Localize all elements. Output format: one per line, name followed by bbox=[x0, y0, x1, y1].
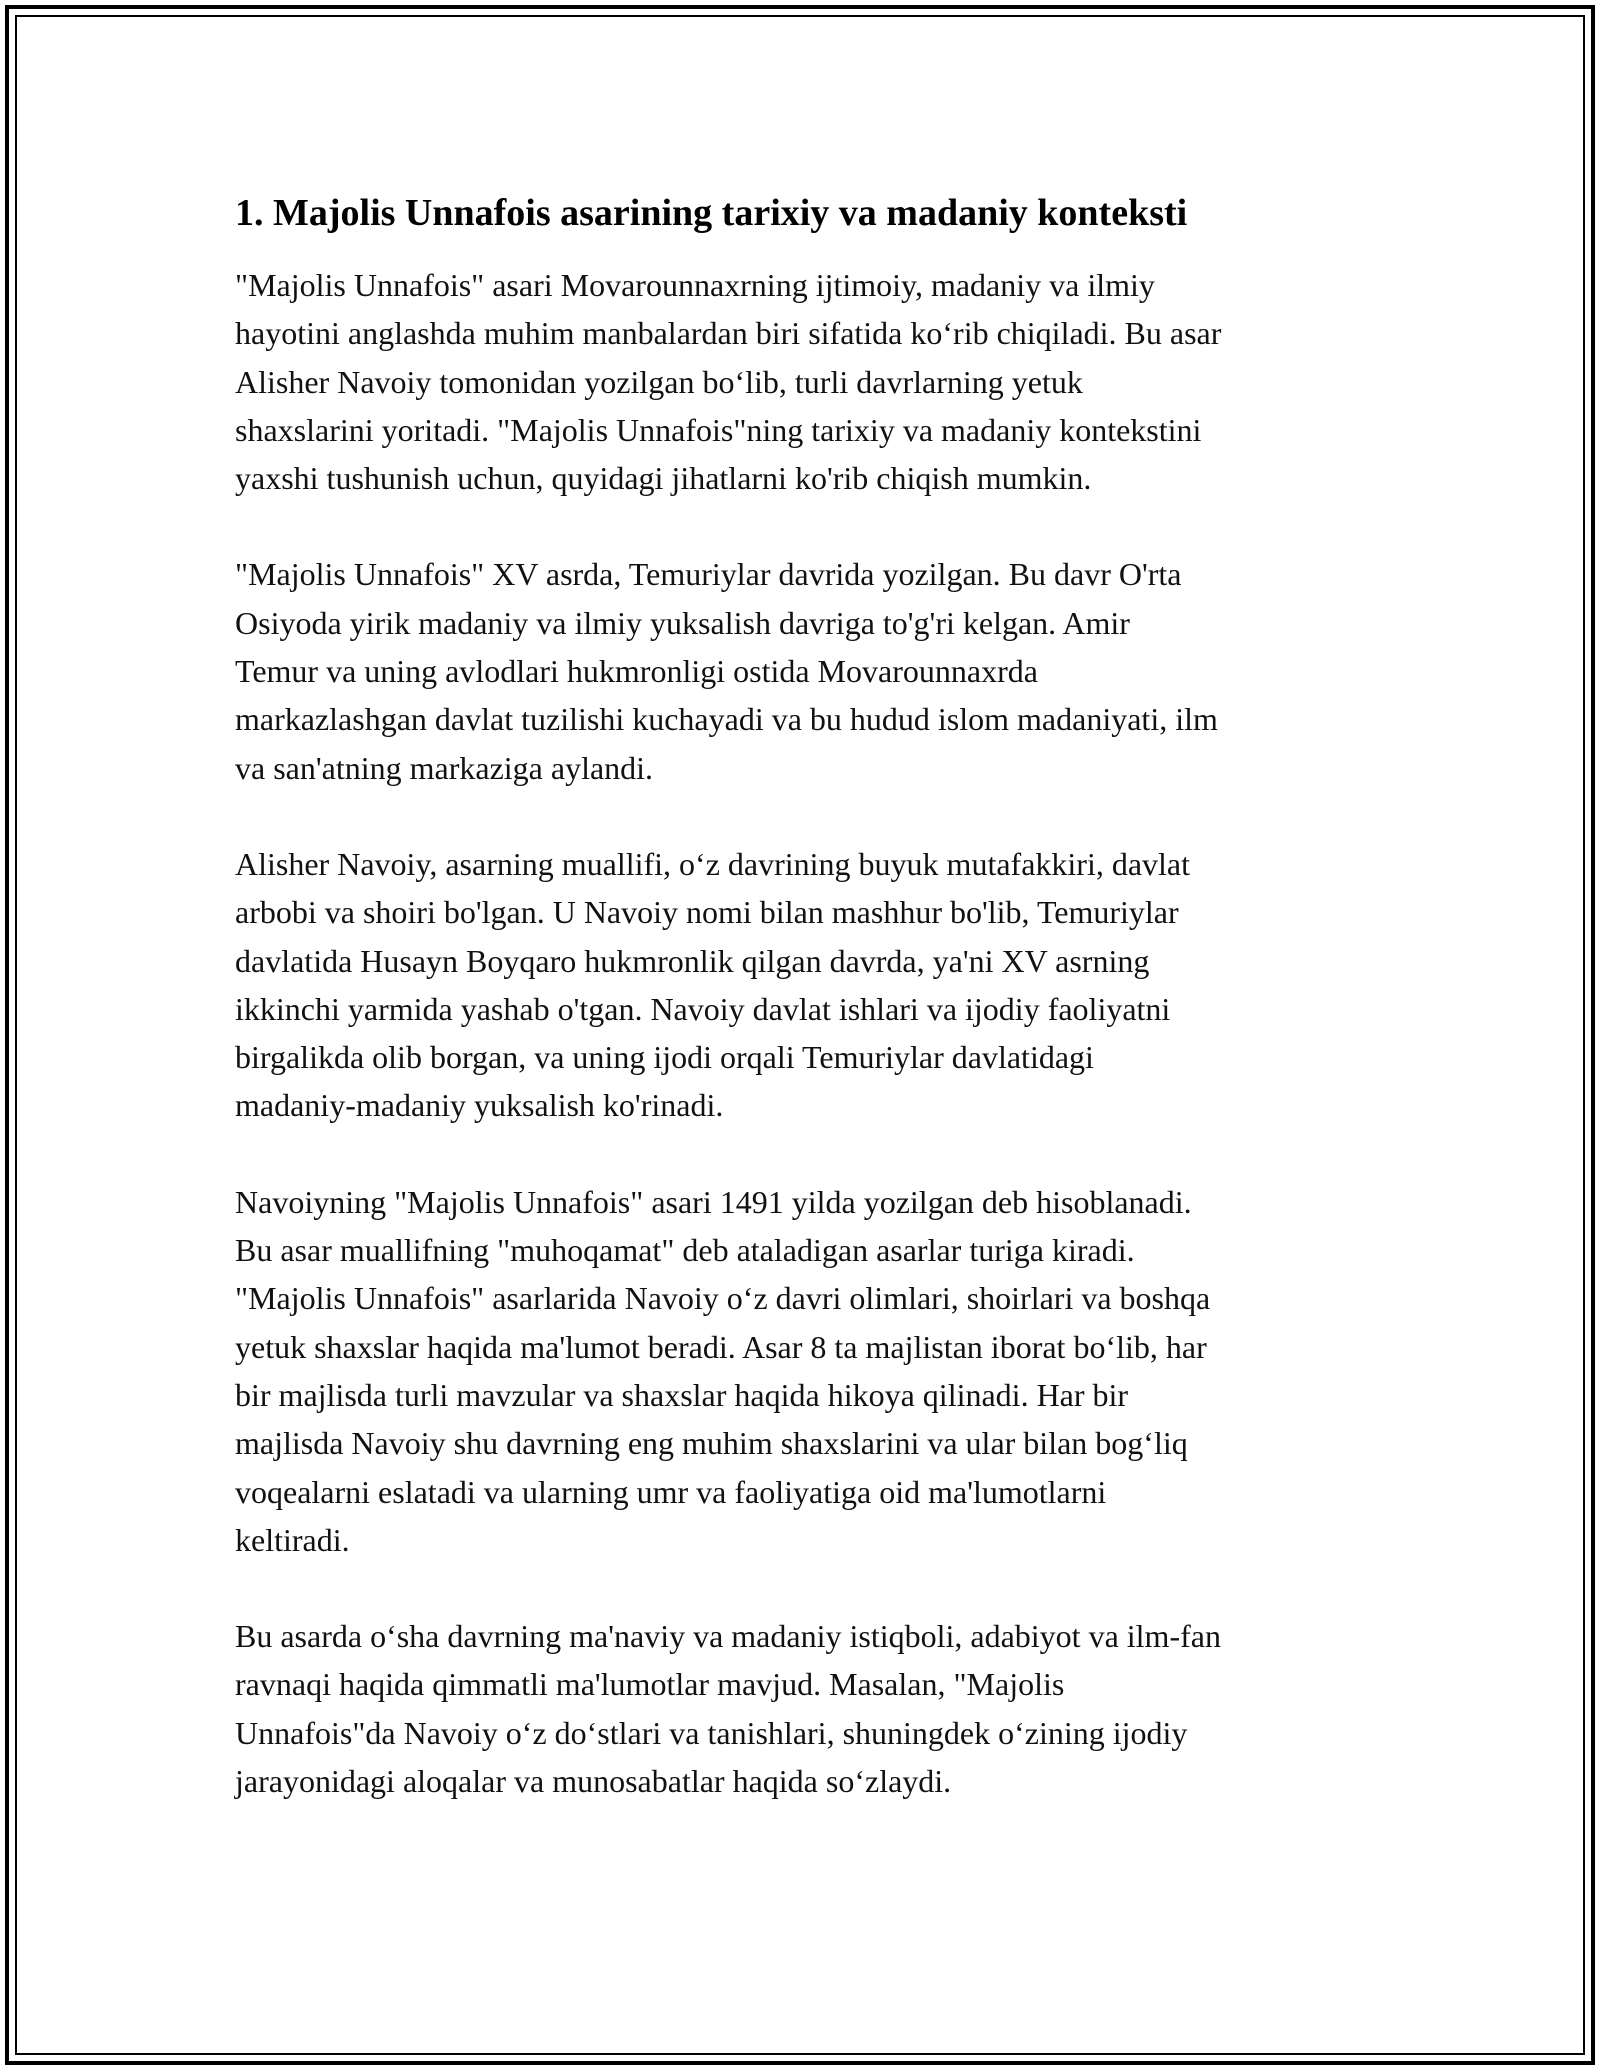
text-line: ravnaqi haqida qimmatli ma'lumotlar mavjud. Masalan, "Majolis bbox=[235, 1666, 1065, 1703]
paragraph-2 bbox=[235, 550, 1385, 791]
text-line: Bu asar muallifning "muhoqamat" deb ataladigan asarlar turiga kiradi. bbox=[235, 1232, 1135, 1269]
text-line: voqealarni eslatadi va ularning umr va faoliyatiga oid ma'lumotlarni bbox=[235, 1473, 1107, 1510]
text-line: va san'atning markaziga aylandi. bbox=[235, 749, 654, 786]
text-line: "Majolis Unnafois" XV asrda, Temuriylar davrida yozilgan. Bu davr O'rta bbox=[235, 556, 1182, 593]
text-line: ikkinchi yarmida yashab o'tgan. Navoiy davlat ishlari va ijodiy faoliyatni bbox=[235, 990, 1171, 1027]
text-line: bir majlisda turli mavzular va shaxslar haqida hikoya qilinadi. Har bir bbox=[235, 1376, 1129, 1413]
text-line: Bu asarda o‘sha davrning ma'naviy va madaniy istiqboli, adabiyot va ilm-fan bbox=[235, 1618, 1221, 1655]
text-line: arbobi va shoiri bo'lgan. U Navoiy nomi bilan mashhur bo'lib, Temuriylar bbox=[235, 894, 1179, 931]
text-line: madaniy-madaniy yuksalish ko'rinadi. bbox=[235, 1087, 724, 1124]
text-line: Unnafois"da Navoiy o‘z do‘stlari va tanishlari, shuningdek o‘zining ijodiy bbox=[235, 1714, 1188, 1751]
paragraph-1 bbox=[235, 261, 1385, 502]
section-title: 1. Majolis Unnafois asarining tarixiy va madaniy konteksti bbox=[235, 192, 1188, 234]
text-line: "Majolis Unnafois" asari Movarounnaxrning ijtimoiy, madaniy va ilmiy bbox=[235, 267, 1155, 303]
text-line: shaxslarini yoritadi. "Majolis Unnafois"ning tarixiy va madaniy kontekstini bbox=[235, 411, 1202, 448]
text-line: Osiyoda yirik madaniy va ilmiy yuksalish davriga to'g'ri kelgan. Amir bbox=[235, 604, 1130, 641]
text-line: keltiradi. bbox=[235, 1521, 350, 1558]
text-line: jarayonidagi aloqalar va munosabatlar haqida so‘zlaydi. bbox=[235, 1763, 952, 1800]
text-line: yaxshi tushunish uchun, quyidagi jihatlarni ko'rib chiqish mumkin. bbox=[235, 460, 1092, 497]
document-body bbox=[235, 185, 1385, 1853]
text-line: markazlashgan davlat tuzilishi kuchayadi va bu hudud islom madaniyati, ilm bbox=[235, 701, 1218, 738]
text-line: birgalikda olib borgan, va uning ijodi orqali Temuriylar davlatidagi bbox=[235, 1039, 1094, 1076]
text-line: Temur va uning avlodlari hukmronligi ostida Movarounnaxrda bbox=[235, 653, 1038, 690]
paragraph-3 bbox=[235, 840, 1385, 1130]
text-line: yetuk shaxslar haqida ma'lumot beradi. Asar 8 ta majlistan iborat bo‘lib, har bbox=[235, 1328, 1207, 1365]
text-line: "Majolis Unnafois" asarlarida Navoiy o‘z davri olimlari, shoirlari va boshqa bbox=[235, 1280, 1211, 1317]
text-line: Alisher Navoiy, asarning muallifi, o‘z davrining buyuk mutafakkiri, davlat bbox=[235, 845, 1191, 882]
paragraph-5 bbox=[235, 1612, 1385, 1805]
text-line: hayotini anglashda muhim manbalardan biri sifatida ko‘rib chiqiladi. Bu asar bbox=[235, 315, 1222, 352]
text-line: majlisda Navoiy shu davrning eng muhim shaxslarini va ular bilan bog‘liq bbox=[235, 1425, 1188, 1462]
text-line: davlatida Husayn Boyqaro hukmronlik qilgan davrda, ya'ni XV asrning bbox=[235, 942, 1150, 979]
text-line: Alisher Navoiy tomonidan yozilgan bo‘lib, turli davrlarning yetuk bbox=[235, 363, 1083, 400]
text-line: Navoiyning "Majolis Unnafois" asari 1491 yilda yozilgan deb hisoblanadi. bbox=[235, 1183, 1192, 1220]
paragraph-4 bbox=[235, 1178, 1385, 1564]
